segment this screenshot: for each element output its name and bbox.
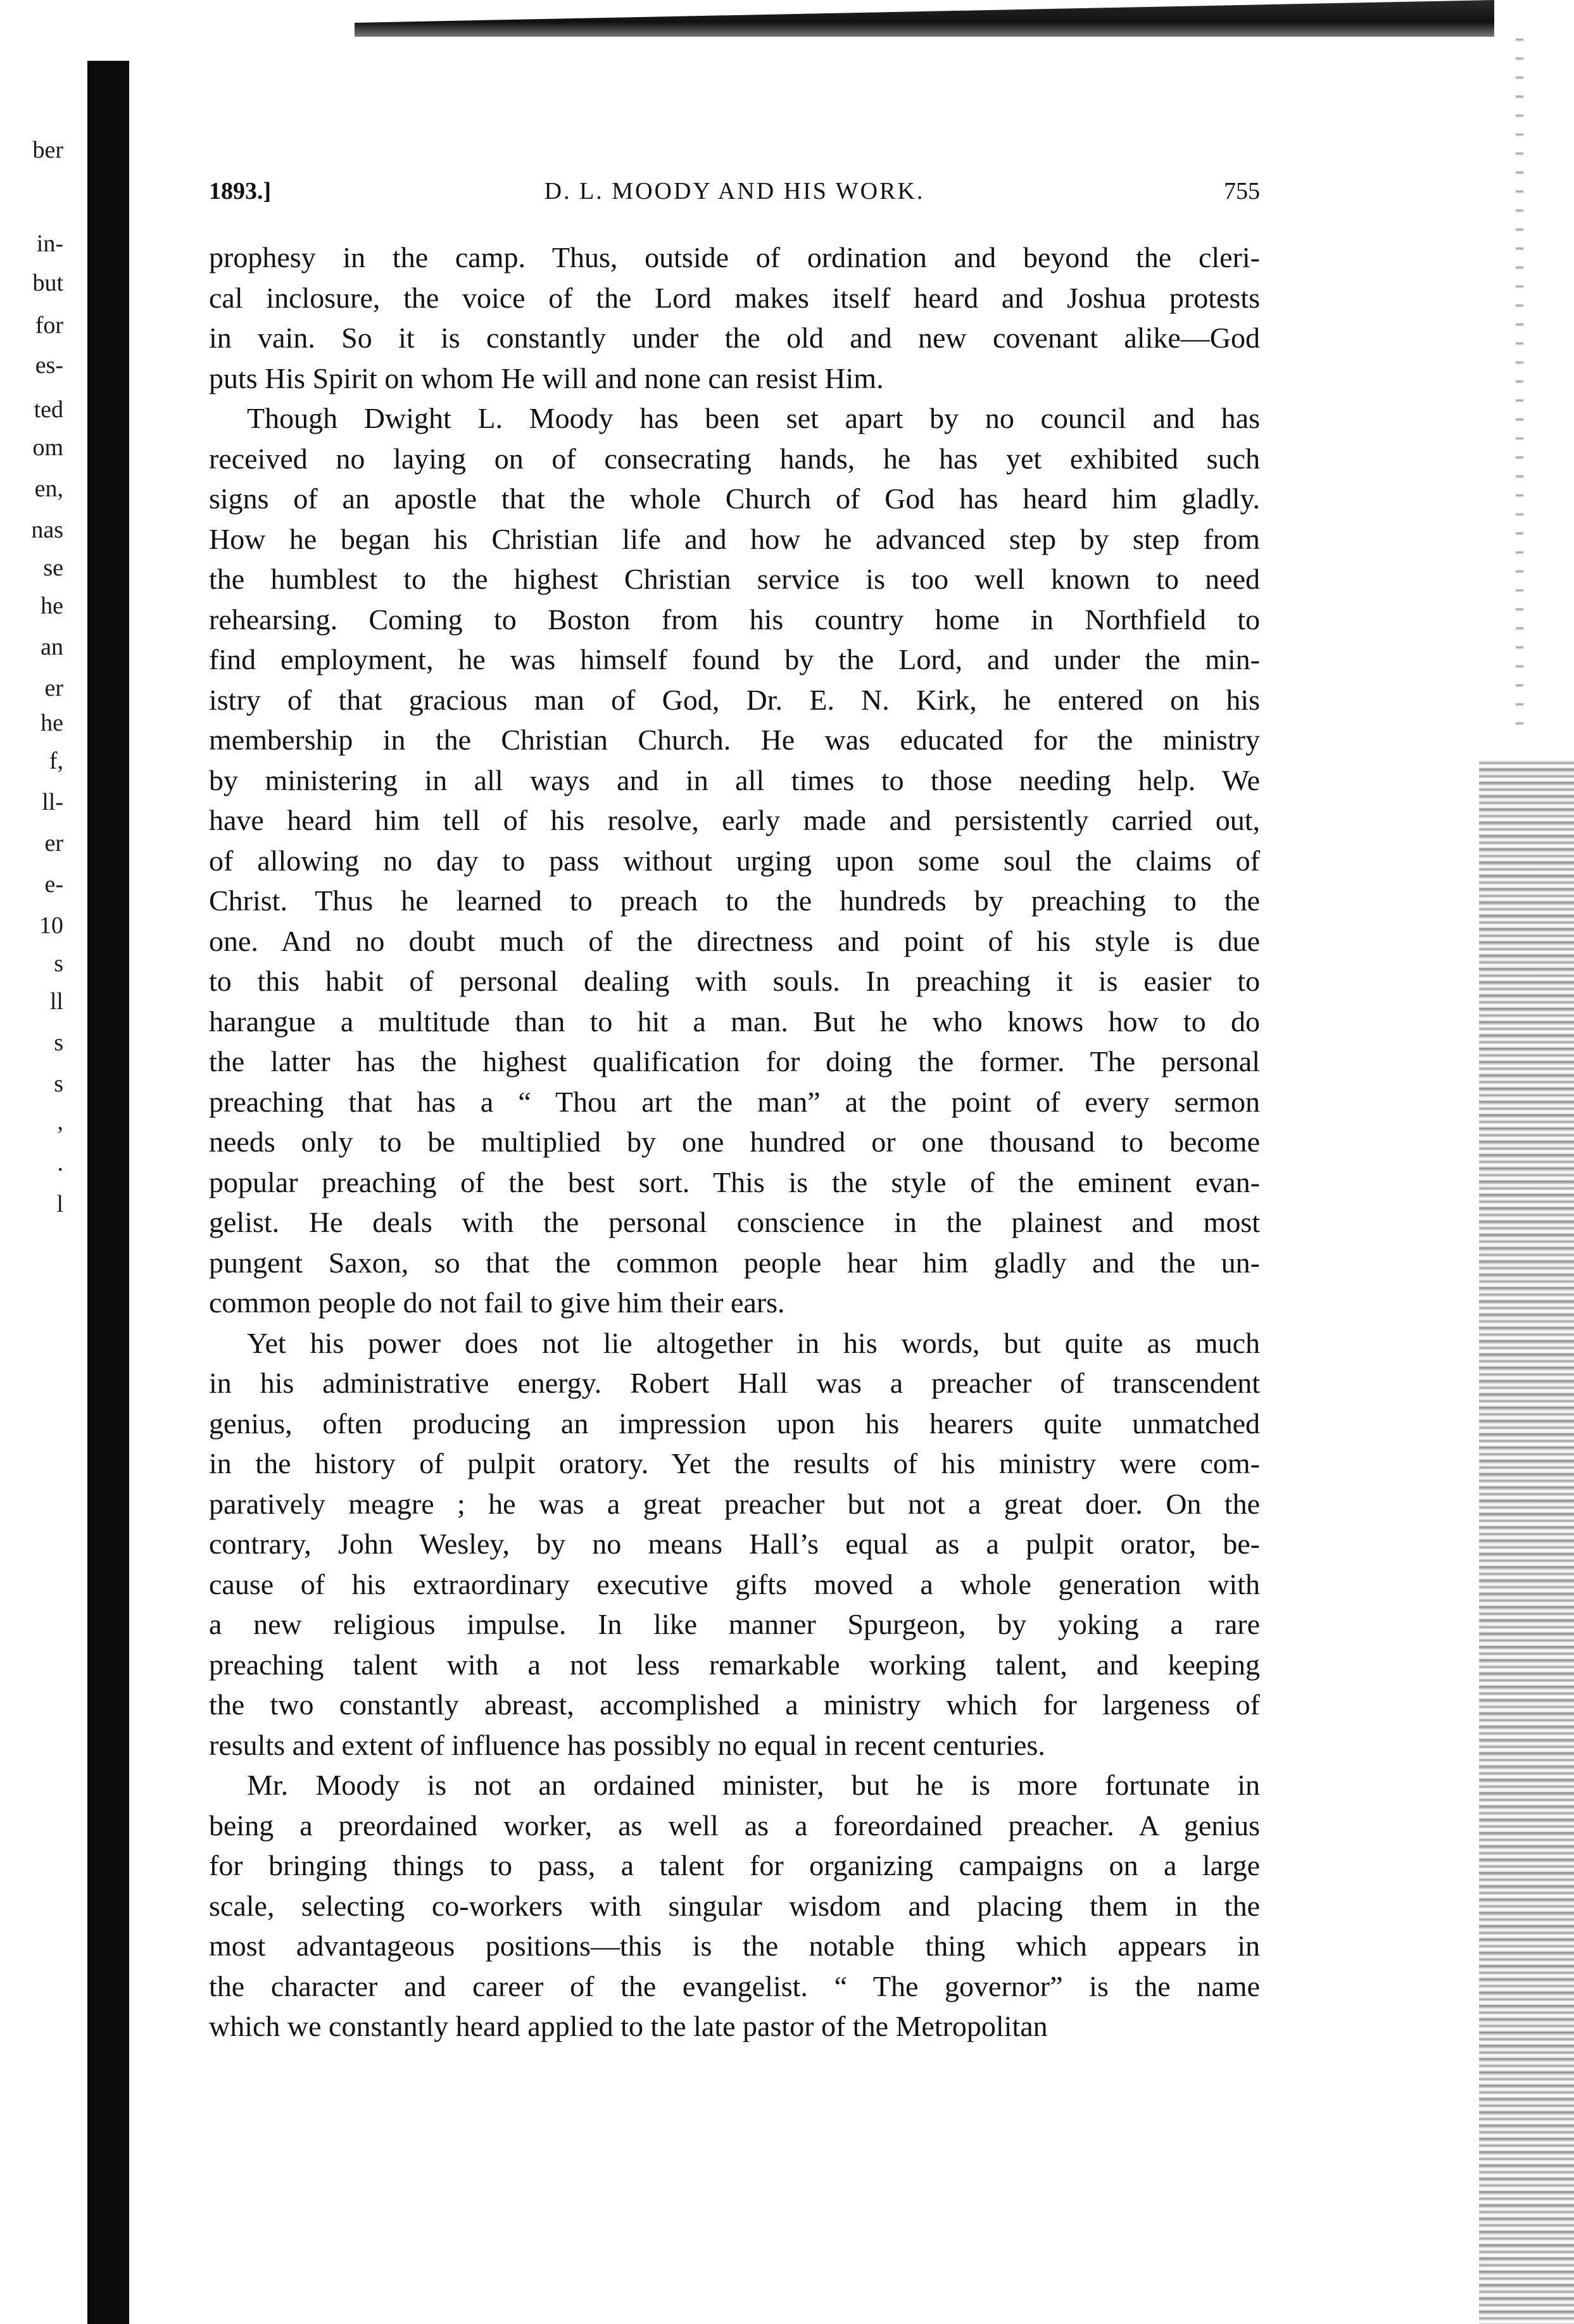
margin-fragment: ll — [49, 988, 63, 1015]
margin-fragment: e- — [44, 871, 63, 898]
margin-fragment: but — [32, 270, 63, 296]
margin-fragment: en, — [34, 475, 63, 502]
margin-fragment: s — [54, 1029, 63, 1056]
text-line: to this habit of personal dealing with souls. In preaching it is easier to — [209, 965, 1260, 997]
text-line: a new religious impulse. In like manner Spurgeon, by yoking a rare — [209, 1608, 1260, 1640]
margin-fragment: se — [43, 555, 63, 581]
text-line: for bringing things to pass, a talent for organizing campaigns on a large — [209, 1849, 1260, 1881]
text-line: rehearsing. Coming to Boston from his country home in Northfield to — [209, 603, 1260, 636]
margin-fragment: nas — [31, 517, 63, 543]
margin-fragment: l — [56, 1191, 63, 1217]
text-line: the humblest to the highest Christian service is too well known to need — [209, 563, 1260, 595]
text-line: results and extent of influence has possibly no equal in recent centuries. — [209, 1728, 1045, 1761]
text-line: harangue a multitude than to hit a man. But he who knows how to do — [209, 1005, 1260, 1038]
margin-fragment: . — [57, 1150, 63, 1176]
header-year: 1893.] — [209, 178, 272, 204]
margin-fragment: om — [32, 434, 63, 461]
margin-fragment: he — [41, 710, 63, 736]
text-line: membership in the Christian Church. He was educated for the ministry — [209, 724, 1260, 756]
text-line: istry of that gracious man of God, Dr. E. N. Kirk, he entered on his — [209, 683, 1260, 716]
text-line: cal inclosure, the voice of the Lord makes itself heard and Joshua protests — [209, 281, 1260, 314]
scan-edge-noise — [1479, 760, 1574, 2324]
text-line: signs of an apostle that the whole Church of God has heard him gladly. — [209, 482, 1260, 515]
text-line: scale, selecting co-workers with singular wisdom and placing them in the — [209, 1889, 1260, 1922]
text-line: Christ. Thus he learned to preach to the hundreds by preaching to the — [209, 884, 1260, 917]
text-line: popular preaching of the best sort. This is the style of the eminent evan- — [209, 1165, 1260, 1198]
text-line: gelist. He deals with the personal conscience in the plainest and most — [209, 1206, 1260, 1238]
scan-binding-shadow — [87, 61, 129, 2324]
text-line: How he began his Christian life and how he advanced step by step from — [209, 522, 1260, 555]
margin-fragment: , — [57, 1109, 63, 1135]
text-line: the latter has the highest qualification for doing the former. The personal — [209, 1045, 1260, 1077]
scan-edge-noise-upper — [1516, 38, 1523, 734]
text-line: find employment, he was himself found by the Lord, and under the min- — [209, 643, 1260, 675]
margin-fragment: s — [54, 1071, 63, 1097]
margin-fragment: 10 — [39, 912, 63, 939]
text-line: genius, often producing an impression upon his hearers quite unmatched — [209, 1407, 1260, 1440]
text-line: contrary, John Wesley, by no means Hall’s equal as a pulpit orator, be- — [209, 1528, 1260, 1560]
margin-fragment: ber — [32, 137, 63, 163]
text-line: cause of his extraordinary executive gifts moved a whole generation with — [209, 1567, 1260, 1600]
text-line: most advantageous positions—this is the notable thing which appears in — [209, 1930, 1260, 1962]
text-line: Though Dwight L. Moody has been set apart by no council and has — [247, 402, 1260, 434]
text-line: Mr. Moody is not an ordained minister, but he is more fortunate in — [247, 1769, 1260, 1801]
margin-fragment: ll- — [42, 789, 63, 815]
margin-fragment: er — [44, 830, 63, 857]
margin-fragment: an — [41, 634, 63, 660]
header-title: D. L. MOODY AND HIS WORK. — [544, 178, 925, 204]
margin-fragment: ted — [34, 396, 63, 423]
text-line: by ministering in all ways and in all times to those needing help. We — [209, 763, 1260, 796]
margin-fragment: he — [41, 593, 63, 619]
margin-fragment: in- — [36, 230, 63, 257]
text-line: preaching that has a “ Thou art the man” at the point of every sermon — [209, 1085, 1260, 1118]
text-line: pungent Saxon, so that the common people hear him gladly and the un- — [209, 1246, 1260, 1279]
text-line: being a preordained worker, as well as a foreordained preacher. A genius — [209, 1809, 1260, 1842]
text-line: in the history of pulpit oratory. Yet the results of his ministry were com- — [209, 1447, 1260, 1479]
scan-top-rule — [355, 0, 1494, 37]
text-line: Yet his power does not lie altogether in his words, but quite as much — [247, 1326, 1260, 1359]
body-text — [209, 237, 1260, 2047]
text-line: in vain. So it is constantly under the old and new covenant alike—God — [209, 322, 1260, 354]
text-line: one. And no doubt much of the directness and point of his style is due — [209, 924, 1260, 957]
text-line: received no laying on of consecrating hands, he has yet exhibited such — [209, 442, 1260, 475]
text-line: have heard him tell of his resolve, early made and persistently carried out, — [209, 804, 1260, 836]
text-line: prophesy in the camp. Thus, outside of ordination and beyond the cleri- — [209, 241, 1260, 273]
page-number: 755 — [1224, 178, 1260, 204]
text-line: in his administrative energy. Robert Hall was a preacher of transcendent — [209, 1367, 1260, 1399]
running-header — [209, 177, 1260, 215]
margin-fragment: f, — [49, 748, 63, 774]
text-line: puts His Spirit on whom He will and none can resist Him. — [209, 361, 884, 394]
text-line: which we constantly heard applied to the late pastor of the Metropolitan — [209, 2010, 1048, 2042]
text-line: paratively meagre ; he was a great preacher but not a great doer. On the — [209, 1487, 1260, 1520]
margin-fragment: s — [54, 950, 63, 977]
margin-fragment: for — [35, 312, 63, 339]
margin-fragment: es- — [35, 352, 63, 379]
text-line: preaching talent with a not less remarkable working talent, and keeping — [209, 1648, 1260, 1681]
text-line: of allowing no day to pass without urging upon some soul the claims of — [209, 844, 1260, 877]
text-line: common people do not fail to give him their ears. — [209, 1286, 785, 1319]
text-line: needs only to be multiplied by one hundred or one thousand to become — [209, 1126, 1260, 1158]
margin-fragment: er — [44, 675, 63, 701]
text-line: the two constantly abreast, accomplished a ministry which for largeness of — [209, 1688, 1260, 1721]
text-line: the character and career of the evangelist. “ The governor” is the name — [209, 1969, 1260, 2002]
